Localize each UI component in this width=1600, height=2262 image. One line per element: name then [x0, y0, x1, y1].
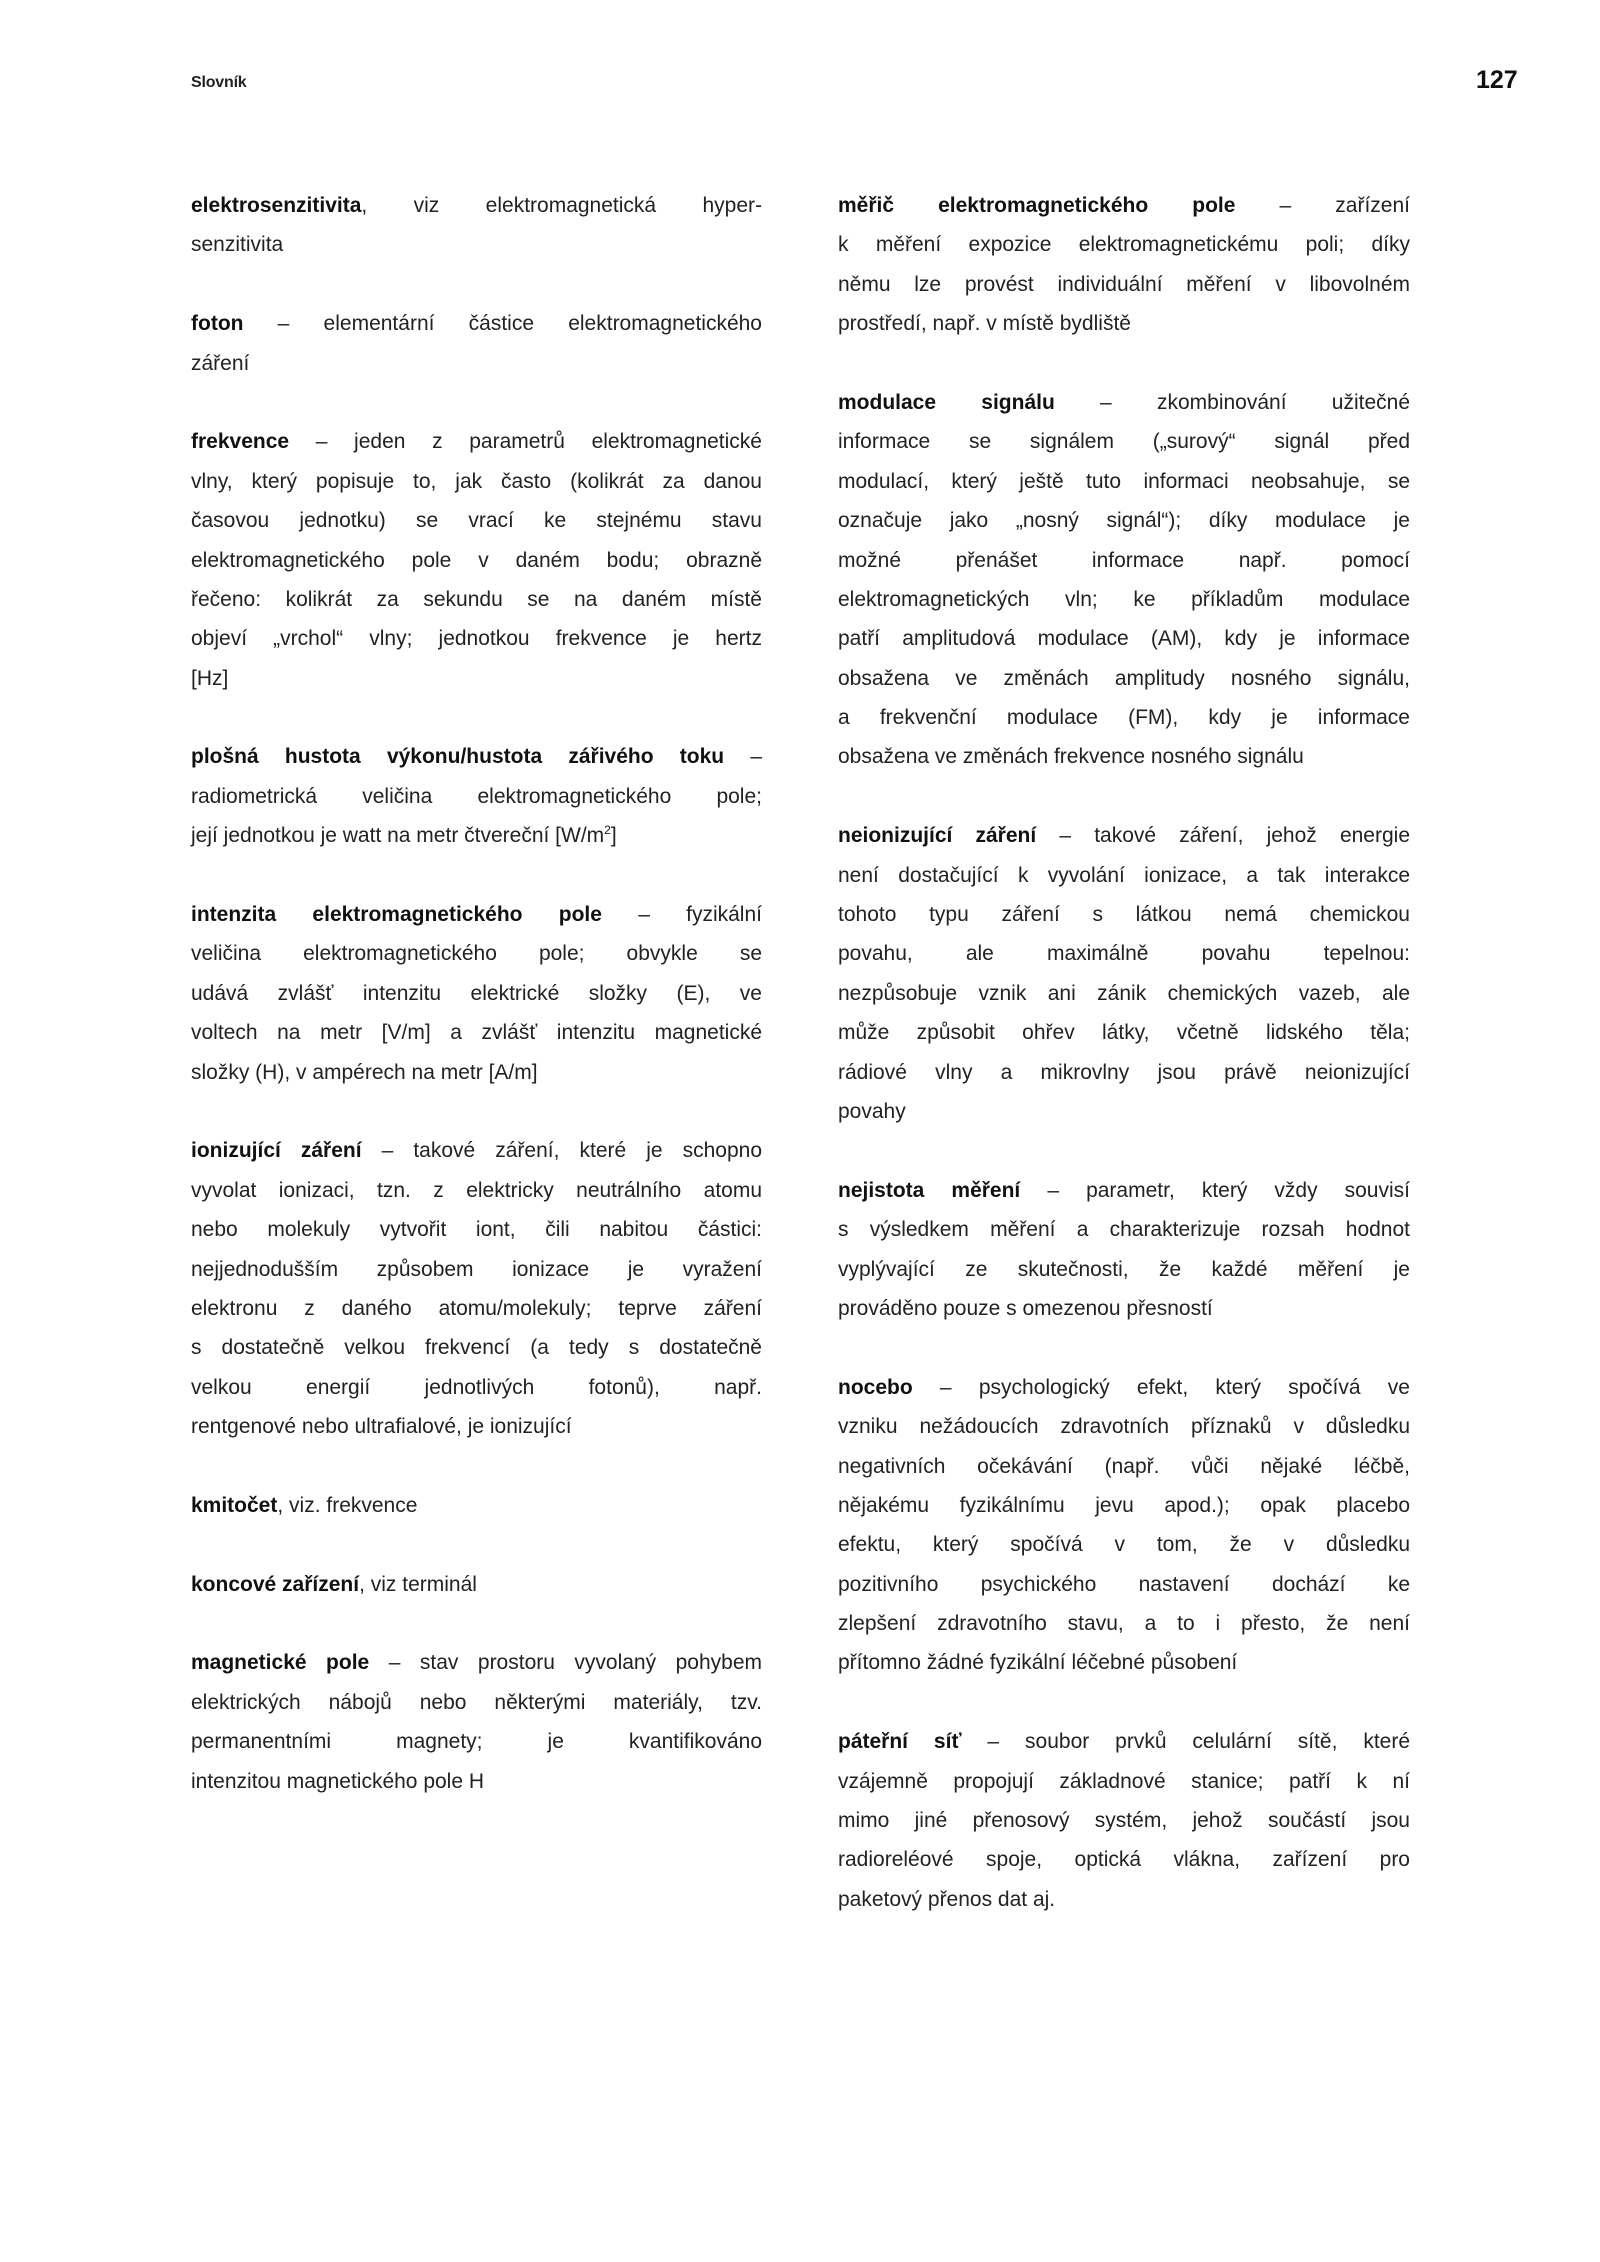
- glossary-term: magnetické pole: [191, 1651, 370, 1675]
- definition-text: – fyzikální: [601, 903, 762, 927]
- entry-line: [838, 1762, 1410, 1801]
- definition-text: pozitivního psychického nastavení dochází ke: [838, 1572, 1410, 1596]
- definition-text: , viz elektromagnetická hyper-: [361, 194, 762, 217]
- glossary-entry: [191, 186, 762, 265]
- glossary-term: měřič elektromagnetického pole: [838, 194, 1236, 217]
- entry-line: [191, 186, 762, 225]
- glossary-term: frekvence: [191, 430, 290, 454]
- definition-text: vzniku nežádoucích zdravotních příznaků v důsledku: [838, 1415, 1410, 1439]
- entry-line: [838, 422, 1410, 461]
- entry-line: [838, 974, 1410, 1013]
- entry-line: [838, 1880, 1410, 1919]
- entry-line: [838, 895, 1410, 934]
- running-title: Slovník: [191, 74, 247, 91]
- glossary-term: foton: [191, 312, 244, 336]
- definition-text: časovou jednotku) se vrací ke stejnému stavu: [191, 509, 762, 533]
- entry-line: [191, 225, 762, 264]
- page-number: 127: [1476, 66, 1518, 94]
- definition-text: – stav prostoru vyvolaný pohybem: [369, 1651, 762, 1675]
- entry-line: [191, 1210, 762, 1249]
- entry-line: [191, 974, 762, 1013]
- definition-text: není dostačující k vyvolání ionizace, a tak interakce: [838, 863, 1410, 887]
- glossary-term: neionizující záření: [838, 824, 1037, 848]
- definition-text: nebo molekuly vytvořit iont, čili nabitou částici:: [191, 1218, 762, 1242]
- glossary-entry: [191, 1565, 762, 1604]
- glossary-entry: [191, 422, 762, 698]
- entry-line: [191, 1486, 762, 1525]
- glossary-term: nejistota měření: [838, 1178, 1021, 1202]
- definition-text: efektu, který spočívá v tom, že v důsledku: [838, 1533, 1410, 1557]
- entry-line: [838, 1053, 1410, 1092]
- superscript: 2: [604, 823, 611, 838]
- entry-line: [191, 422, 762, 461]
- entry-line: [191, 1643, 762, 1682]
- definition-text: tohoto typu záření s látkou nemá chemickou: [838, 903, 1410, 927]
- entry-line: [838, 737, 1410, 776]
- entry-line: [191, 659, 762, 698]
- entry-line: [838, 1801, 1410, 1840]
- definition-text: – takové záření, které je schopno: [361, 1139, 762, 1163]
- entry-line: [838, 934, 1410, 973]
- definition-text: s výsledkem měření a charakterizuje rozsah hodnot: [838, 1218, 1410, 1242]
- entry-line: [838, 1525, 1410, 1564]
- definition-text: – zkombinování užitečné: [1054, 390, 1411, 414]
- glossary-right-column: [838, 186, 1410, 1959]
- definition-text: elektrických nábojů nebo některými materiály, tzv.: [191, 1690, 762, 1714]
- entry-line: [838, 1013, 1410, 1052]
- definition-text: patří amplitudová modulace (AM), kdy je informace: [838, 627, 1410, 651]
- entry-line: [838, 1092, 1410, 1131]
- definition-text: vlny, který popisuje to, jak často (kolikrát za danou: [191, 469, 762, 493]
- definition-text: vyplývající ze skutečnosti, že každé měření je: [838, 1257, 1410, 1281]
- definition-text: , viz. frekvence: [277, 1493, 418, 1517]
- definition-text: s dostatečně velkou frekvencí (a tedy s dostatečně: [191, 1336, 762, 1360]
- definition-text: – elementární částice elektromagnetického: [243, 312, 762, 336]
- definition-text: radiometrická veličina elektromagnetického pole;: [191, 784, 762, 808]
- entry-line: [191, 1328, 762, 1367]
- entry-line: [191, 816, 762, 855]
- entry-line: [838, 1643, 1410, 1682]
- definition-text: a frekvenční modulace (FM), kdy je informace: [838, 706, 1410, 730]
- entry-line: [191, 1368, 762, 1407]
- entry-line: [838, 1486, 1410, 1525]
- entry-line: [191, 1013, 762, 1052]
- glossary-term: koncové zařízení: [191, 1572, 360, 1596]
- glossary-term: ionizující záření: [191, 1139, 362, 1163]
- definition-text: voltech na metr [V/m] a zvlášť intenzitu magnetické: [191, 1021, 762, 1045]
- definition-text: udává zvlášť intenzitu elektrické složky (E), ve: [191, 981, 762, 1005]
- entry-line: [838, 304, 1410, 343]
- definition-text: paketový přenos dat aj.: [838, 1887, 1056, 1911]
- definition-text: složky (H), v ampérech na metr [A/m]: [191, 1060, 538, 1084]
- entry-line: [838, 1250, 1410, 1289]
- definition-text: může způsobit ohřev látky, včetně lidského těla;: [838, 1021, 1410, 1045]
- definition-text: řečeno: kolikrát za sekundu se na daném místě: [191, 587, 762, 611]
- definition-text: – jeden z parametrů elektromagnetické: [289, 430, 762, 454]
- entry-line: [838, 383, 1410, 422]
- entry-line: [191, 462, 762, 501]
- definition-text: senzitivita: [191, 233, 284, 257]
- definition-text: informace se signálem („surový“ signál před: [838, 430, 1410, 454]
- entry-line: [838, 1407, 1410, 1446]
- definition-text: prostředí, např. v místě bydliště: [838, 312, 1131, 336]
- definition-text: nějakému fyzikálnímu jevu apod.); opak placebo: [838, 1493, 1410, 1517]
- glossary-left-column: [191, 186, 762, 1840]
- entry-line: [838, 186, 1410, 225]
- entry-line: [191, 777, 762, 816]
- definition-text: vyvolat ionizaci, tzn. z elektricky neutrálního atomu: [191, 1178, 762, 1202]
- definition-text: – psychologický efekt, který spočívá ve: [912, 1375, 1410, 1399]
- glossary-entry: [838, 1368, 1410, 1683]
- entry-line: [838, 1210, 1410, 1249]
- definition-text: obsažena ve změnách frekvence nosného signálu: [838, 745, 1304, 769]
- glossary-term: páteřní síť: [838, 1730, 962, 1754]
- definition-text: negativních očekávání (např. vůči nějaké léčbě,: [838, 1454, 1410, 1478]
- glossary-term: elektrosenzitivita: [191, 194, 362, 217]
- definition-text: označuje jako „nosný signál“); díky modulace je: [838, 509, 1410, 533]
- glossary-entry: [838, 1722, 1410, 1919]
- entry-line: [838, 501, 1410, 540]
- glossary-entry: [838, 186, 1410, 344]
- entry-line: [838, 816, 1410, 855]
- glossary-entry: [191, 1486, 762, 1525]
- definition-text: rádiové vlny a mikrovlny jsou právě neionizující: [838, 1060, 1410, 1084]
- entry-line: [838, 541, 1410, 580]
- definition-text: zlepšení zdravotního stavu, a to i přesto, že není: [838, 1612, 1410, 1636]
- entry-line: [191, 1722, 762, 1761]
- definition-text: – takové záření, jehož energie: [1036, 824, 1410, 848]
- glossary-entry: [191, 1643, 762, 1801]
- entry-line: [191, 1053, 762, 1092]
- entry-line: [191, 895, 762, 934]
- entry-line: [838, 1604, 1410, 1643]
- entry-line: [191, 344, 762, 383]
- entry-line: [191, 1171, 762, 1210]
- entry-line: [191, 541, 762, 580]
- definition-text: možné přenášet informace např. pomocí: [838, 548, 1410, 572]
- glossary-entry: [191, 895, 762, 1092]
- definition-text: nejjednodušším způsobem ionizace je vyražení: [191, 1257, 762, 1281]
- entry-line: [191, 1131, 762, 1170]
- glossary-entry: [191, 1131, 762, 1446]
- definition-text: [Hz]: [191, 666, 229, 690]
- definition-text: elektronu z daného atomu/molekuly; teprve záření: [191, 1296, 762, 1320]
- glossary-term: modulace signálu: [838, 390, 1055, 414]
- entry-line: [191, 1565, 762, 1604]
- entry-line: [838, 462, 1410, 501]
- entry-line: [838, 856, 1410, 895]
- entry-line: [838, 619, 1410, 658]
- entry-line: [838, 225, 1410, 264]
- definition-text: modulací, který ještě tuto informaci neobsahuje, se: [838, 469, 1410, 493]
- glossary-term: kmitočet: [191, 1493, 278, 1517]
- definition-text: prováděno pouze s omezenou přesností: [838, 1296, 1213, 1320]
- glossary-entry: [838, 816, 1410, 1131]
- definition-text: nezpůsobuje vznik ani zánik chemických vazeb, ale: [838, 981, 1410, 1005]
- entry-line: [191, 501, 762, 540]
- entry-line: [191, 934, 762, 973]
- definition-text: záření: [191, 351, 250, 375]
- definition-text: elektromagnetických vln; ke příkladům modulace: [838, 587, 1410, 611]
- glossary-term: nocebo: [838, 1375, 913, 1399]
- glossary-entry: [191, 737, 762, 855]
- definition-text: rentgenové nebo ultrafialové, je ionizující: [191, 1415, 572, 1439]
- entry-line: [191, 1683, 762, 1722]
- definition-text: radioreléové spoje, optická vlákna, zařízení pro: [838, 1848, 1410, 1872]
- definition-text: němu lze provést individuální měření v libovolném: [838, 272, 1410, 296]
- definition-text: veličina elektromagnetického pole; obvykle se: [191, 942, 762, 966]
- entry-line: [838, 1289, 1410, 1328]
- definition-text: – parametr, který vždy souvisí: [1020, 1178, 1410, 1202]
- entry-line: [838, 265, 1410, 304]
- entry-line: [838, 698, 1410, 737]
- glossary-term: intenzita elektromagnetického pole: [191, 903, 602, 927]
- definition-text: – zařízení: [1235, 194, 1410, 217]
- glossary-entry: [838, 383, 1410, 777]
- glossary-term: plošná hustota výkonu/hustota zářivého toku: [191, 745, 725, 769]
- entry-line: [191, 304, 762, 343]
- entry-line: [838, 1171, 1410, 1210]
- definition-text: mimo jiné přenosový systém, jehož součástí jsou: [838, 1809, 1410, 1833]
- definition-text: , viz terminál: [359, 1572, 477, 1596]
- entry-line: [191, 737, 762, 776]
- definition-text: ]: [610, 824, 617, 848]
- entry-line: [191, 1762, 762, 1801]
- glossary-entry: [838, 1171, 1410, 1329]
- entry-line: [838, 1565, 1410, 1604]
- definition-text: velkou energií jednotlivých fotonů), např.: [191, 1375, 762, 1399]
- definition-text: elektromagnetického pole v daném bodu; obrazně: [191, 548, 762, 572]
- definition-text: –: [724, 745, 762, 769]
- definition-text: objeví „vrchol“ vlny; jednotkou frekvence je hertz: [191, 627, 762, 651]
- definition-text: permanentními magnety; je kvantifikováno: [191, 1730, 762, 1754]
- definition-text: obsažena ve změnách amplitudy nosného signálu,: [838, 666, 1410, 690]
- entry-line: [838, 659, 1410, 698]
- entry-line: [838, 1447, 1410, 1486]
- glossary-entry: [191, 304, 762, 383]
- entry-line: [191, 1289, 762, 1328]
- definition-text: – soubor prvků celulární sítě, které: [961, 1730, 1411, 1754]
- entry-line: [838, 1368, 1410, 1407]
- definition-text: intenzitou magnetického pole H: [191, 1769, 485, 1793]
- definition-text: přítomno žádné fyzikální léčebné působení: [838, 1651, 1238, 1675]
- definition-text: povahy: [838, 1099, 906, 1123]
- entry-line: [191, 1407, 762, 1446]
- definition-text: její jednotkou je watt na metr čtvereční [W/m: [191, 824, 605, 848]
- definition-text: povahu, ale maximálně povahu tepelnou:: [838, 942, 1410, 966]
- entry-line: [191, 580, 762, 619]
- entry-line: [838, 580, 1410, 619]
- entry-line: [191, 619, 762, 658]
- entry-line: [838, 1840, 1410, 1879]
- definition-text: vzájemně propojují základnové stanice; patří k ní: [838, 1769, 1410, 1793]
- entry-line: [191, 1250, 762, 1289]
- entry-line: [838, 1722, 1410, 1761]
- definition-text: k měření expozice elektromagnetickému poli; díky: [838, 233, 1410, 257]
